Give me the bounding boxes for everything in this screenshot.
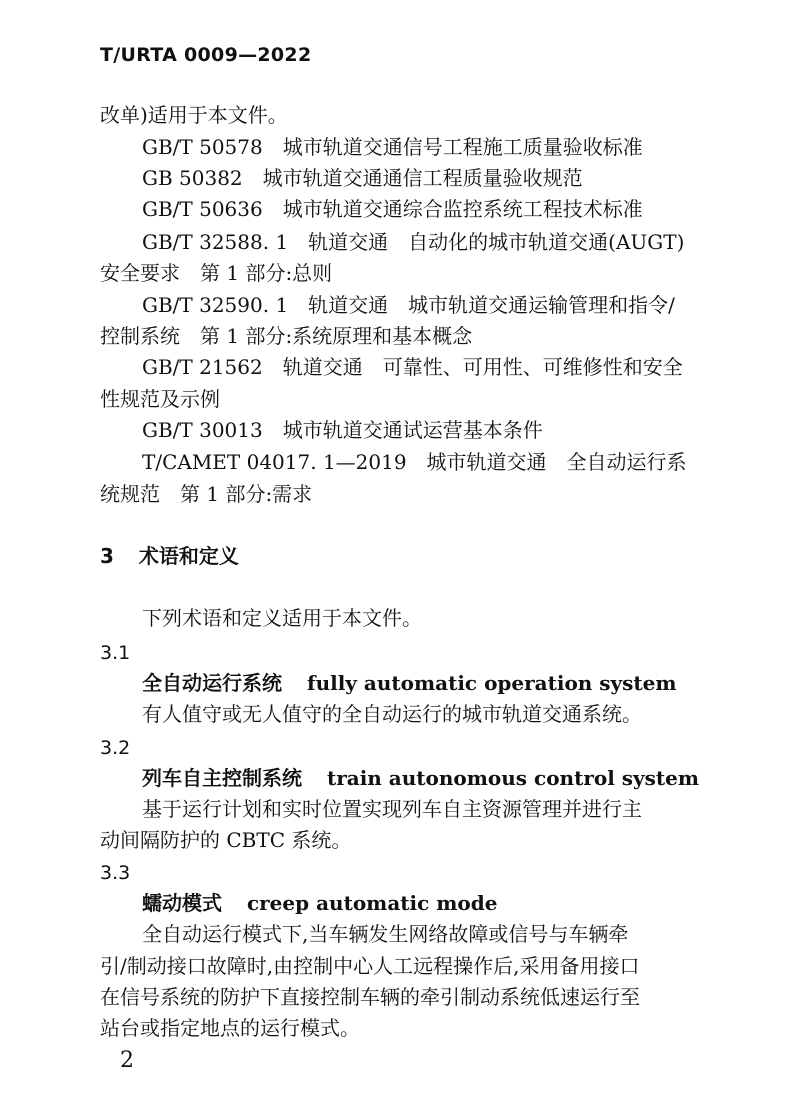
reference-line: 控制系统 第 1 部分:系统原理和基本概念 bbox=[100, 324, 473, 348]
term-number: 3.2 bbox=[100, 737, 131, 759]
term-zh: 全自动运行系统 bbox=[142, 671, 282, 695]
reference-line: GB/T 50636 城市轨道交通综合监控系统工程技术标准 bbox=[142, 197, 643, 221]
section-title: 术语和定义 bbox=[138, 544, 239, 568]
reference-line: 统规范 第 1 部分:需求 bbox=[100, 482, 313, 506]
section-heading bbox=[100, 544, 239, 568]
term-en: creep automatic mode bbox=[246, 891, 498, 915]
reference-line: GB/T 21562 轨道交通 可靠性、可用性、可维修性和安全 bbox=[142, 355, 683, 379]
term-definition: 引/制动接口故障时,由控制中心人工远程操作后,采用备用接口 bbox=[100, 954, 640, 978]
term-zh: 列车自主控制系统 bbox=[142, 766, 302, 790]
section-intro: 下列术语和定义适用于本文件。 bbox=[142, 606, 422, 630]
doc-code-header: T/URTA 0009—2022 bbox=[100, 44, 312, 66]
reference-continuation: 改单)适用于本文件。 bbox=[100, 103, 288, 127]
term-definition: 站台或指定地点的运行模式。 bbox=[100, 1016, 360, 1040]
reference-line: 安全要求 第 1 部分:总则 bbox=[100, 261, 333, 285]
page-number: 2 bbox=[120, 1048, 134, 1073]
term-definition: 在信号系统的防护下直接控制车辆的牵引制动系统低速运行至 bbox=[100, 985, 640, 1009]
term-heading bbox=[142, 766, 699, 790]
section-number: 3 bbox=[100, 544, 114, 568]
reference-line: T/CAMET 04017. 1—2019 城市轨道交通 全自动运行系 bbox=[142, 450, 687, 474]
reference-line: GB/T 32590. 1 轨道交通 城市轨道交通运输管理和指令/ bbox=[142, 293, 675, 317]
term-number: 3.1 bbox=[100, 642, 131, 664]
reference-line: GB/T 30013 城市轨道交通试运营基本条件 bbox=[142, 418, 543, 442]
term-definition: 全自动运行模式下,当车辆发生网络故障或信号与车辆牵 bbox=[142, 922, 629, 946]
term-definition: 基于运行计划和实时位置实现列车自主资源管理并进行主 bbox=[142, 797, 642, 821]
term-en: train autonomous control system bbox=[326, 766, 700, 790]
reference-line: 性规范及示例 bbox=[100, 387, 220, 411]
reference-line: GB 50382 城市轨道交通通信工程质量验收规范 bbox=[142, 166, 583, 190]
term-zh: 蠕动模式 bbox=[142, 891, 222, 915]
reference-line: GB/T 32588. 1 轨道交通 自动化的城市轨道交通(AUGT) bbox=[142, 230, 685, 254]
term-definition: 有人值守或无人值守的全自动运行的城市轨道交通系统。 bbox=[142, 702, 642, 726]
term-heading bbox=[142, 671, 677, 695]
term-definition: 动间隔防护的 CBTC 系统。 bbox=[100, 828, 352, 852]
term-heading bbox=[142, 891, 497, 915]
reference-line: GB/T 50578 城市轨道交通信号工程施工质量验收标准 bbox=[142, 135, 643, 159]
term-en: fully automatic operation system bbox=[306, 671, 677, 695]
term-number: 3.3 bbox=[100, 862, 131, 884]
